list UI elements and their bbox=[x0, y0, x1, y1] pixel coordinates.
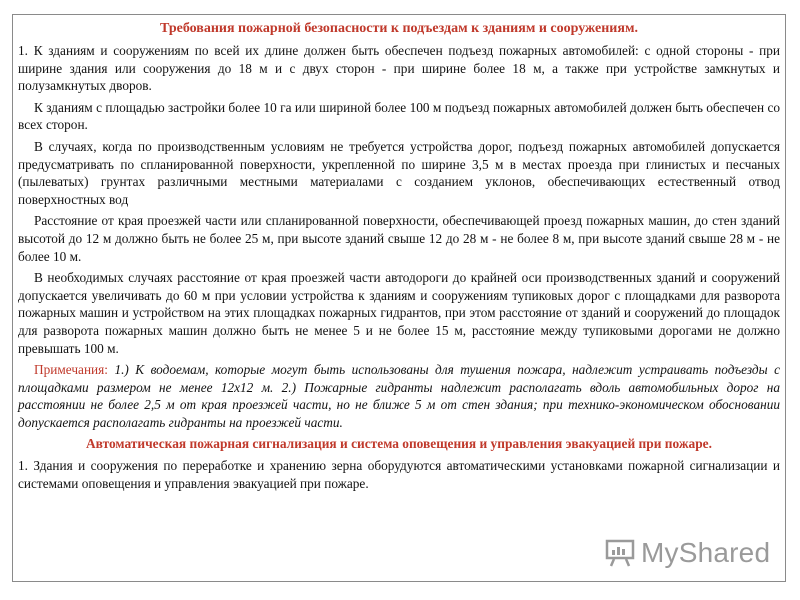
notes-text: 1.) К водоемам, которые могут быть использованы для тушения пожара, надлежит устраивать подъезды с площадками размером не менее 12х12 м. 2.) Пожарные гидранты надлежит располагать вдоль автомобильных дорог на расстоянии не более 2,5 м от края проезжей части, но не ближе 5 м от стен здания; при технико-экономическом обосновании допускается располагать гидранты на проезжей части. bbox=[18, 362, 780, 430]
notes-label: Примечания: bbox=[34, 362, 108, 378]
paragraph-6: 1. Здания и сооружения по переработке и хранению зерна оборудуются автоматическими установками пожарной сигнализации и системами оповещения и управления эвакуацией при пожаре. bbox=[18, 458, 780, 492]
paragraph-1: 1. К зданиям и сооружениям по всей их длине должен быть обеспечен подъезд пожарных автомобилей: с одной стороны - при ширине здания или сооружения до 18 м и с двух сторон - при ширине более 18 м, а также при устройстве замкнутых и полузамкнутых дворов. bbox=[18, 43, 780, 94]
paragraph-2: К зданиям с площадью застройки более 10 га или шириной более 100 м подъезд пожарных автомобилей должен быть обеспечен со всех сторон. bbox=[18, 99, 780, 133]
paragraph-4: Расстояние от края проезжей части или спланированной поверхности, обеспечивающей проезд пожарных машин, до стен зданий высотой до 12 м должно быть не более 25 м, при высоте зданий свыше 12 до 28 м - не более 8 м, при высоте зданий свыше 28 м - не более 10 м. bbox=[18, 213, 780, 264]
slide-title: Требования пожарной безопасности к подъездам к зданиям и сооружениям. bbox=[160, 21, 638, 36]
slide-content bbox=[18, 20, 780, 497]
watermark-logo bbox=[605, 536, 770, 570]
paragraph-5: В необходимых случаях расстояние от края проезжей части автодороги до крайней оси производственных зданий и сооружений допускается увеличивать до 60 м при условии устройства к зданиям и сооружениям тупиковых дорог с площадками для разворота пожарных машин и устройством на этих площадках пожарных гидрантов, при этом расстояние от зданий и сооружений до площадок для разворота пожарных машин должно быть не менее 5 и не более 15 м, расстояние между тупиковыми дорогами не должно превышать 100 м. bbox=[18, 270, 780, 356]
presentation-board-icon bbox=[605, 538, 635, 568]
watermark-text: MyShared bbox=[641, 537, 771, 568]
paragraph-3: В случаях, когда по производственным условиям не требуется устройства дорог, подъезд пожарных автомобилей допускается предусматривать по спланированной поверхности, укрепленной по ширине 3,5 м в местах проезда при глинистых и песчаных (пылеватых) грунтах различными местными материалами с созданием уклонов, обеспечивающих естественный отвод поверхностных вод bbox=[18, 138, 780, 207]
notes bbox=[18, 361, 780, 431]
section-heading: Автоматическая пожарная сигнализация и система оповещения и управления эвакуацией при пожаре. bbox=[86, 436, 712, 452]
